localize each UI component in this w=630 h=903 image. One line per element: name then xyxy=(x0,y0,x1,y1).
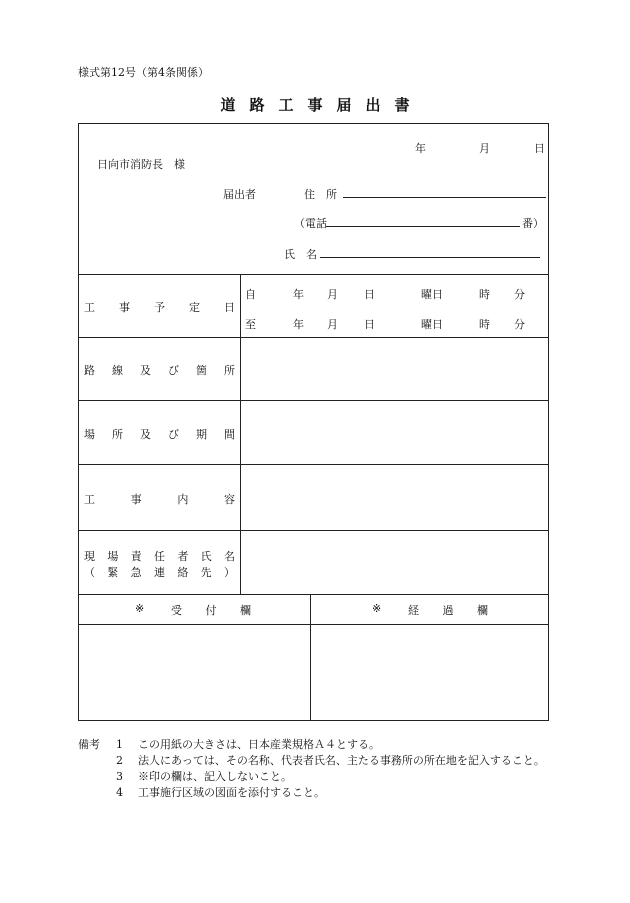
remark-number: 1 xyxy=(116,738,123,751)
remark-text: この用紙の大きさは、日本産業規格Ａ４とする。 xyxy=(138,738,380,751)
label-char: 予 xyxy=(154,301,165,314)
emergency-contact-label xyxy=(84,564,235,580)
remarks-label: 備考 xyxy=(78,738,100,751)
row-divider xyxy=(79,624,548,625)
label-char: び xyxy=(168,364,179,377)
label-char: 事 xyxy=(130,493,142,506)
remark-item xyxy=(78,753,558,769)
route-label xyxy=(84,362,235,378)
date-month: 月 xyxy=(479,142,490,155)
address-field[interactable] xyxy=(343,184,546,198)
row-divider xyxy=(79,274,548,275)
label-char: 緊 xyxy=(107,566,119,579)
label-char: 任 xyxy=(153,550,165,563)
label-char: （ xyxy=(84,566,95,579)
to-day: 日 xyxy=(364,318,375,331)
from-hour: 時 xyxy=(479,288,490,301)
label-char: 及 xyxy=(140,364,151,377)
label-char: 所 xyxy=(112,428,123,441)
remark-number: 2 xyxy=(116,754,123,767)
schedule-label xyxy=(84,299,235,315)
label-char: 現 xyxy=(84,550,95,563)
addressee: 日向市消防長 様 xyxy=(97,158,185,171)
label-char: 間 xyxy=(224,428,235,441)
remark-item xyxy=(78,785,558,801)
remark-number: 3 xyxy=(116,770,123,783)
label-char: 路 xyxy=(84,364,95,377)
row-divider xyxy=(79,400,548,401)
address-label: 住 所 xyxy=(304,188,337,201)
label-char: 日 xyxy=(224,301,235,314)
to-minute: 分 xyxy=(514,318,525,331)
label-char: 欄 xyxy=(477,604,488,617)
label-char: 内 xyxy=(177,493,189,506)
from-minute: 分 xyxy=(514,288,525,301)
column-divider xyxy=(240,274,241,594)
label-char: 過 xyxy=(442,604,454,617)
remark-text: 法人にあっては、その名称、代表者氏名、主たる事務所の所在地を記入すること。 xyxy=(138,754,545,767)
label-char: 氏 xyxy=(200,550,212,563)
remark-item xyxy=(78,737,558,753)
label-char: 容 xyxy=(223,493,235,506)
from-month: 月 xyxy=(327,288,338,301)
to-hour: 時 xyxy=(479,318,490,331)
remark-number: 4 xyxy=(116,786,123,799)
label-char: 付 xyxy=(205,604,217,617)
label-char: 責 xyxy=(130,550,142,563)
date-day: 日 xyxy=(534,142,545,155)
phone-suffix: 番） xyxy=(522,217,544,230)
from-weekday: 曜日 xyxy=(421,288,443,301)
remark-text: 工事施行区域の図面を添付すること。 xyxy=(138,786,325,799)
remark-text: ※印の欄は、記入しないこと。 xyxy=(138,770,292,783)
to-marker: 至 xyxy=(245,318,256,331)
notifier-label: 届出者 xyxy=(223,188,256,201)
phone-field[interactable] xyxy=(326,213,520,227)
column-divider xyxy=(310,594,311,721)
row-divider xyxy=(79,337,548,338)
label-char: 先 xyxy=(200,566,212,579)
from-marker: 自 xyxy=(245,288,256,301)
label-char: び xyxy=(168,428,179,441)
label-char: 名 xyxy=(223,550,235,563)
phone-prefix: （電話 xyxy=(294,217,327,230)
label-char: 受 xyxy=(171,604,182,617)
label-char: 経 xyxy=(408,604,419,617)
notification-form xyxy=(78,123,549,721)
to-month: 月 xyxy=(327,318,338,331)
label-char: 期 xyxy=(196,428,207,441)
label-char: 事 xyxy=(119,301,130,314)
row-divider xyxy=(79,594,548,595)
content-label xyxy=(84,491,235,507)
label-char: 及 xyxy=(140,428,151,441)
supervisor-label xyxy=(84,548,235,564)
label-char: 連 xyxy=(153,566,165,579)
form-number: 様式第12号（第4条関係） xyxy=(78,66,209,79)
label-char: 場 xyxy=(84,428,95,441)
label-char: 絡 xyxy=(177,566,189,579)
to-weekday: 曜日 xyxy=(421,318,443,331)
label-char: 線 xyxy=(112,364,123,377)
row-divider xyxy=(79,530,548,531)
date-year: 年 xyxy=(415,142,426,155)
label-char: 工 xyxy=(84,493,95,506)
progress-label xyxy=(408,602,488,618)
reception-mark: ※ xyxy=(135,602,145,615)
name-label: 氏 名 xyxy=(284,248,317,261)
row-divider xyxy=(79,464,548,465)
label-char: 急 xyxy=(130,566,142,579)
label-char: 箇 xyxy=(196,364,207,377)
remark-item xyxy=(78,769,558,785)
label-char: 所 xyxy=(224,364,235,377)
label-char: 欄 xyxy=(240,604,251,617)
place-label xyxy=(84,426,235,442)
label-char: 場 xyxy=(107,550,119,563)
label-char: ） xyxy=(223,566,235,579)
document-title: 道路工事届出書 xyxy=(220,96,424,114)
remarks xyxy=(78,737,558,801)
reception-label xyxy=(171,602,251,618)
label-char: 工 xyxy=(84,301,95,314)
name-field[interactable] xyxy=(320,244,540,258)
to-year: 年 xyxy=(293,318,304,331)
from-day: 日 xyxy=(364,288,375,301)
progress-mark: ※ xyxy=(372,602,382,615)
from-year: 年 xyxy=(293,288,304,301)
label-char: 者 xyxy=(177,550,189,563)
label-char: 定 xyxy=(189,301,200,314)
